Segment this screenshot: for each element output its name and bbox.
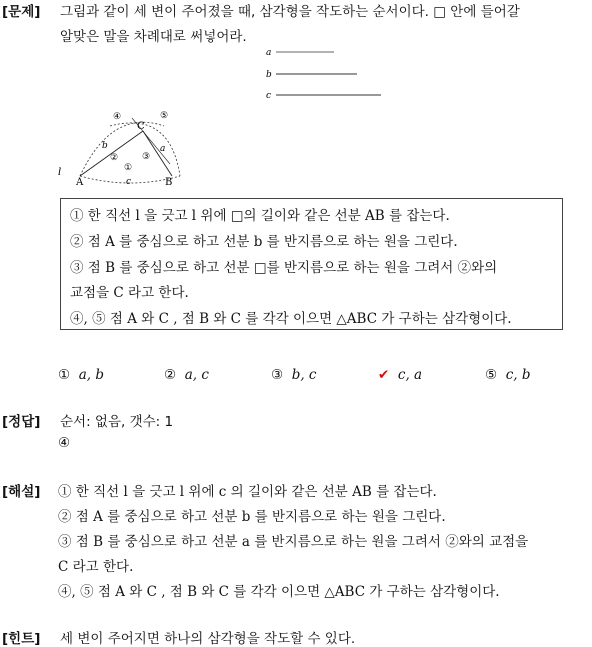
check-mark-icon: ✔ (378, 367, 390, 383)
steps-row-4: 교점을 C 라고 한다. (70, 285, 189, 301)
option-3-text: b, c (291, 367, 317, 383)
construction-figure (52, 104, 202, 188)
arc-from-a (80, 122, 164, 176)
explanation-row-5: ④, ⑤ 점 A 와 C , 점 B 와 C 를 각각 이으면 △ABC 가 구하는 삼각형이다. (58, 584, 500, 600)
step-4-marker: ④ (113, 112, 122, 122)
step-5-marker: ⑤ (160, 111, 169, 121)
side-a-label: a (160, 144, 166, 154)
option-2[interactable] (164, 367, 209, 383)
option-1-number: ① (58, 367, 71, 383)
option-5-number: ⑤ (485, 367, 498, 383)
option-4-text: c, a (397, 367, 423, 383)
point-c-label: C (137, 121, 145, 132)
point-b-label: B (165, 177, 173, 188)
option-2-number: ② (164, 367, 177, 383)
hint-tag: [힌트] (2, 631, 41, 647)
option-3-number: ③ (271, 367, 284, 383)
steps-box (60, 198, 563, 330)
explanation-tag: [해설] (2, 484, 41, 500)
explanation-row-1: ① 한 직선 l 을 긋고 l 위에 c 의 길이와 같은 선분 AB 를 잡는다. (58, 484, 437, 500)
option-5-text: c, b (505, 367, 531, 383)
steps-row-1: ① 한 직선 l 을 긋고 l 위에 □의 길이와 같은 선분 AB 를 잡는다. (70, 208, 450, 224)
segment-b-label: b (266, 70, 272, 80)
step-1-marker: ① (124, 163, 133, 173)
explanation-row-4: C 라고 한다. (58, 559, 134, 575)
side-c-label: c (126, 177, 132, 187)
problem-tag: [문제] (2, 4, 41, 20)
explanation-row-2: ② 점 A 를 중심으로 하고 선분 b 를 반지름으로 하는 원을 그린다. (58, 509, 446, 525)
steps-row-3: ③ 점 B 를 중심으로 하고 선분 □를 반지름으로 하는 원을 그려서 ②와의 (70, 260, 498, 276)
option-1[interactable] (58, 367, 104, 383)
option-4[interactable] (378, 367, 422, 383)
answer-line-1: 순서: 없음, 갯수: 1 (60, 414, 174, 430)
explanation-row-3: ③ 점 B 를 중심으로 하고 선분 a 를 반지름으로 하는 원을 그려서 ②와의 교점을 (58, 534, 529, 550)
problem-line-2: 알맞은 말을 차례대로 써넣어라. (60, 29, 247, 45)
answer-line-2: ④ (58, 435, 71, 451)
step-3-marker: ③ (142, 152, 151, 162)
option-5[interactable] (485, 367, 531, 383)
problem-line-1: 그림과 같이 세 변이 주어졌을 때, 삼각형을 작도하는 순서이다. □ 안에 들어갈 (60, 4, 520, 20)
segment-a-label: a (266, 48, 272, 58)
given-segments-figure (262, 44, 392, 102)
segment-c-label: c (266, 91, 272, 101)
point-a-label: A (76, 177, 84, 188)
steps-row-5: ④, ⑤ 점 A 와 C , 점 B 와 C 를 각각 이으면 △ABC 가 구하는 삼각형이다. (70, 311, 512, 327)
line-l-label: l (58, 167, 62, 178)
step-2-marker: ② (110, 153, 119, 163)
arc-from-b (110, 123, 180, 176)
option-3[interactable] (271, 367, 317, 383)
answer-tag: [정답] (2, 414, 41, 430)
hint-text: 세 변이 주어지면 하나의 삼각형을 작도할 수 있다. (60, 631, 356, 647)
side-b-label: b (102, 141, 108, 151)
option-1-text: a, b (78, 367, 104, 383)
steps-row-2: ② 점 A 를 중심으로 하고 선분 b 를 반지름으로 하는 원을 그린다. (70, 234, 458, 250)
option-2-text: a, c (184, 367, 209, 383)
